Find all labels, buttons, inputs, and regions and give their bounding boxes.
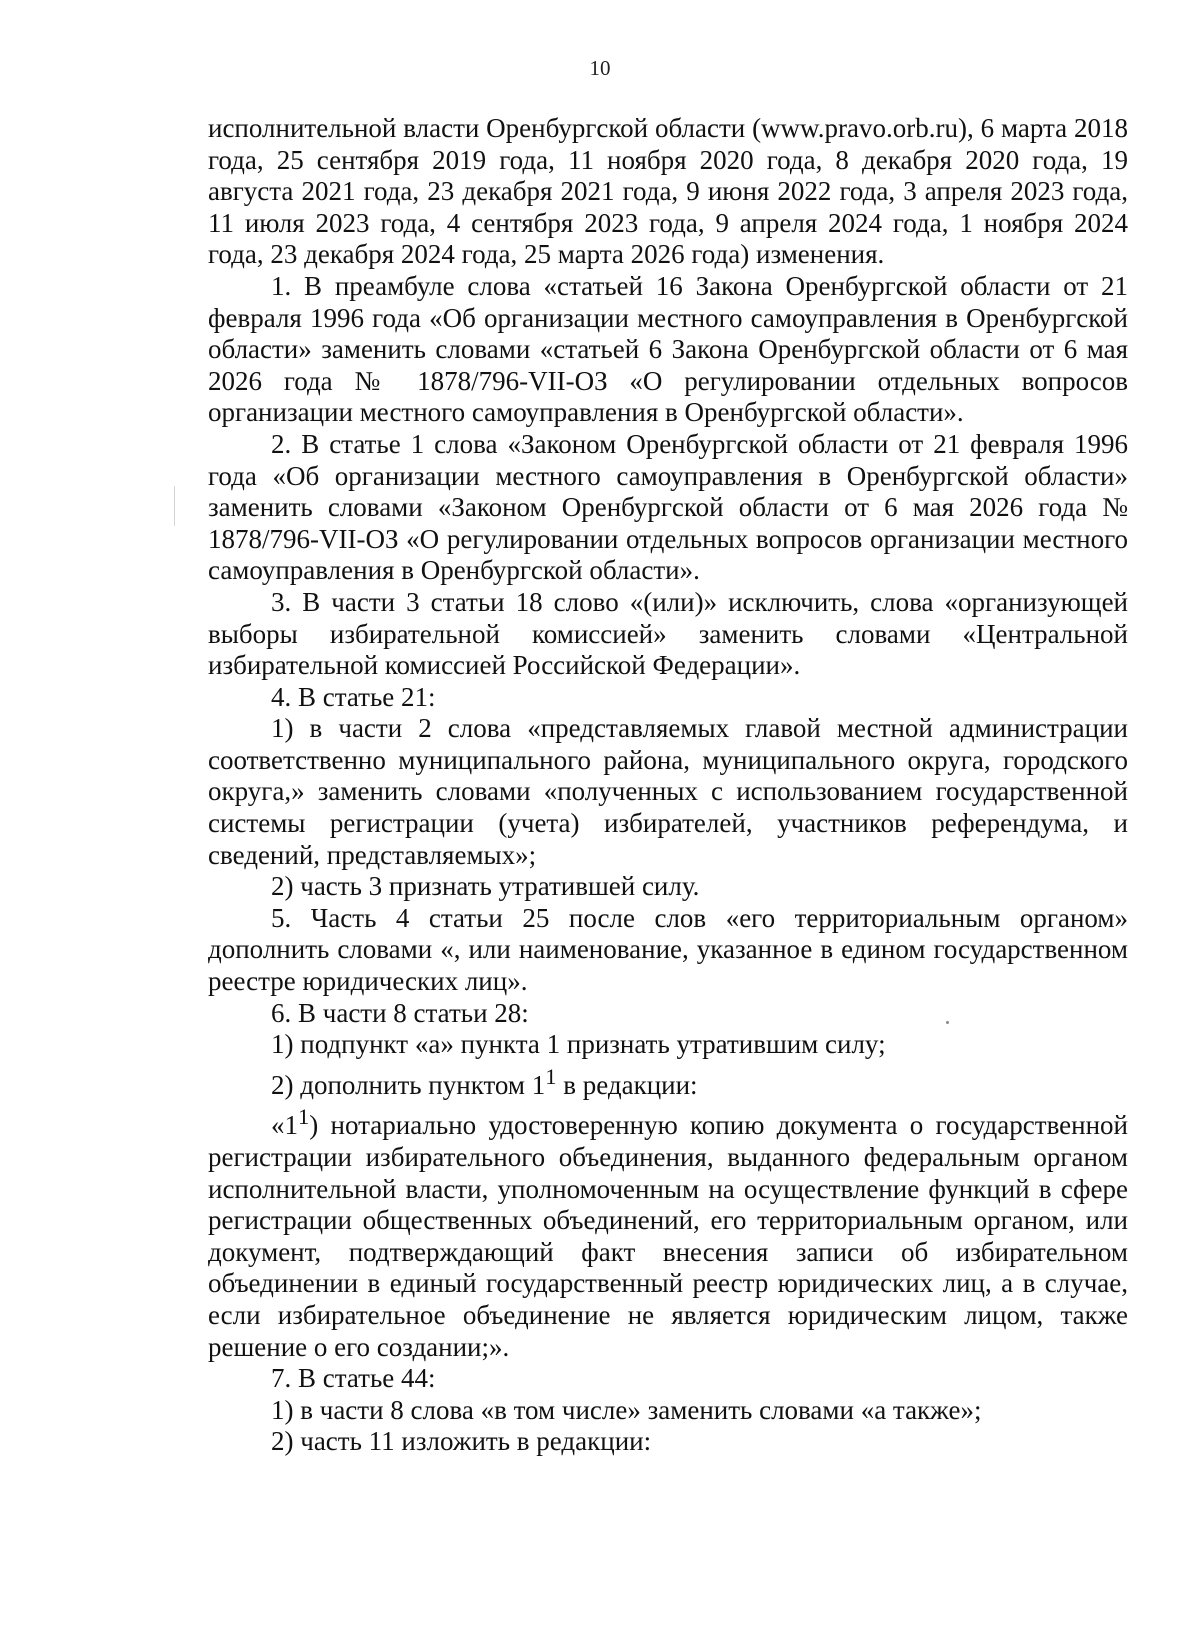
paragraph-text: «1 xyxy=(271,1110,298,1141)
paragraph-item-3-article-18: 3. В части 3 статьи 18 слово «(или)» исключить, слова «организующей выборы избирательной комиссией» заменить словами «Центральной избирательной комиссией Российской Федерации». xyxy=(208,586,1128,681)
paragraph-intro-continuation: исполнительной власти Оренбургской области (www.pravo.orb.ru), 6 марта 2018 года, 25 сентября 2019 года, 11 ноября 2020 года, 8 декабря 2020 года, 19 августа 2021 года, 23 декабря 2021 года, 9 июня 2022 года, 3 апреля 2023 года, 11 июля 2023 года, 4 сентября 2023 года, 9 апреля 2024 года, 1 ноября 2024 года, 23 декабря 2024 года, 25 марта 2026 года) изменения. xyxy=(208,113,1128,270)
page-number: 10 xyxy=(589,56,611,80)
paragraph-text: ) нотариально удостоверенную копию документа о государственной регистрации избирательного объединения, выданного федеральным органом исполнительной власти, уполномоченным на осуществление функций в сфере регистрации общественных объединений, его территориальным органом, или документ, подтверждающий факт внесения записи об избирательном объединении в единый государственный реестр юридических лиц, а в случае, если избирательное объединение не является юридическим лицом, также решение о его создании;». xyxy=(208,1110,1128,1362)
scan-speck xyxy=(946,1021,949,1024)
paragraph-item-6-article-28: 6. В части 8 статьи 28: xyxy=(271,997,529,1028)
paragraph-item-4-1: 1) в части 2 слова «представляемых главой местной администрации соответственно муниципального района, муниципального округа, городского округа,» заменить словами «полученных с использованием государственной системы регистрации (учета) избирателей, участников референдума, и сведений, представляемых»; xyxy=(208,713,1128,870)
paragraph-text: в редакции: xyxy=(556,1069,698,1100)
paragraph-item-6-1: 1) подпункт «а» пункта 1 признать утратившим силу; xyxy=(271,1029,886,1060)
paragraph-item-7-article-44: 7. В статье 44: xyxy=(271,1363,436,1394)
paragraph-item-1-1-quoted xyxy=(208,1101,1128,1363)
scan-edge-mark xyxy=(174,486,175,526)
paragraph-text: 2) дополнить пунктом 1 xyxy=(271,1069,546,1100)
document-body xyxy=(208,113,1128,1458)
paragraph-item-4-article-21: 4. В статье 21: xyxy=(271,681,436,712)
paragraph-item-7-2: 2) часть 11 изложить в редакции: xyxy=(271,1426,652,1457)
paragraph-item-4-2: 2) часть 3 признать утратившей силу. xyxy=(271,871,700,902)
superscript-index: 1 xyxy=(545,1063,557,1089)
paragraph-item-5-article-25: 5. Часть 4 статьи 25 после слов «его территориальным органом» дополнить словами «, или наименование, указанное в едином государственном реестре юридических лиц». xyxy=(208,902,1128,997)
paragraph-item-6-2 xyxy=(208,1061,1128,1102)
paragraph-item-2-article-1: 2. В статье 1 слова «Законом Оренбургской области от 21 февраля 1996 года «Об организации местного самоуправления в Оренбургской области» заменить словами «Законом Оренбургской области от 6 мая 2026 года № 1878/796-VII-ОЗ «О регулировании отдельных вопросов организации местного самоуправления в Оренбургской области». xyxy=(208,428,1128,586)
superscript-index: 1 xyxy=(298,1104,310,1130)
paragraph-item-1-preamble: 1. В преамбуле слова «статьей 16 Закона Оренбургской области от 21 февраля 1996 года «Об организации местного самоуправления в Оренбургской области» заменить словами «статьей 6 Закона Оренбургской области от 6 мая 2026 года № 1878/796-VII-ОЗ «О регулировании отдельных вопросов организации местного самоуправления в Оренбургской области». xyxy=(208,270,1128,428)
paragraph-item-7-1: 1) в части 8 слова «в том числе» заменить словами «а также»; xyxy=(271,1394,982,1425)
